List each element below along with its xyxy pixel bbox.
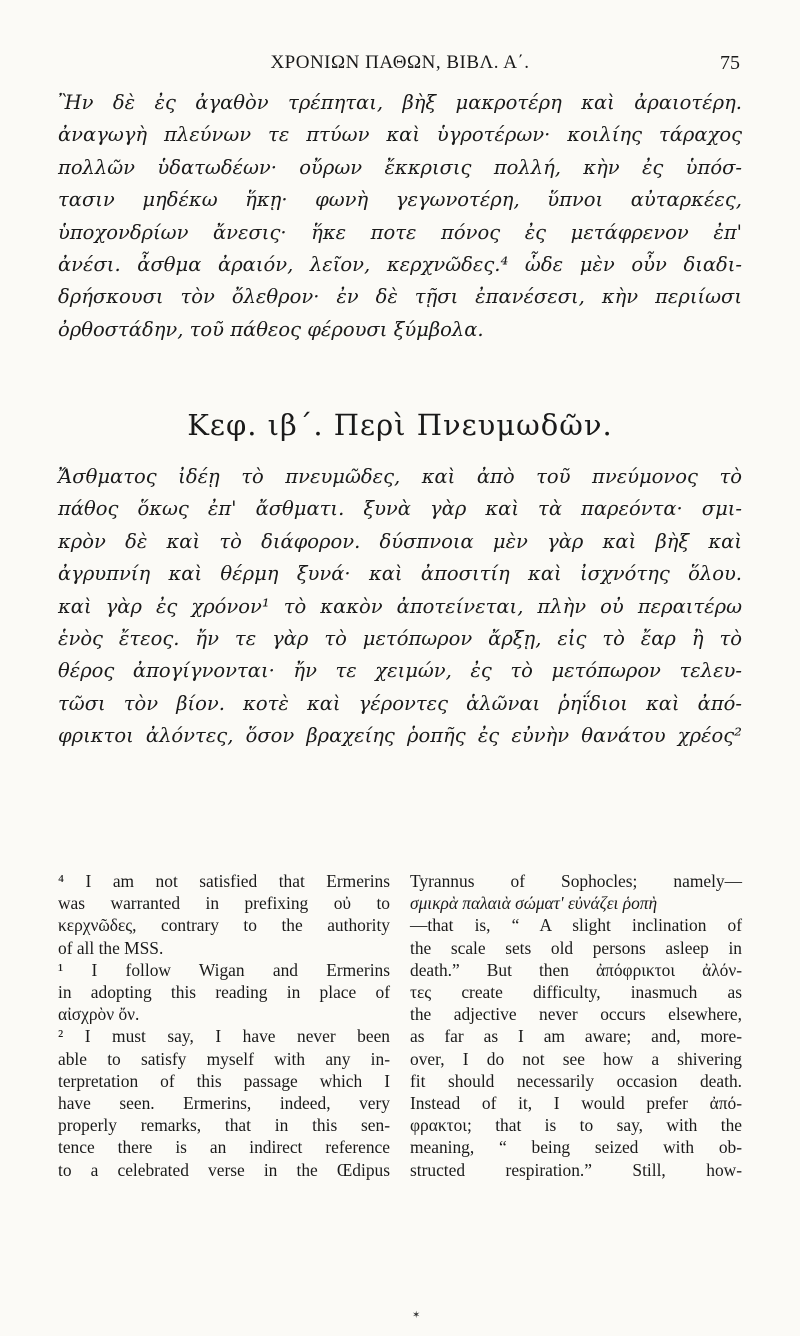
footnote-line: ² I must say, I have never been	[58, 1026, 390, 1047]
page-number: 75	[720, 52, 740, 74]
footnote-line: Instead of it, I would prefer ἀπό-	[410, 1093, 742, 1114]
footnote-line: of all the MSS.	[58, 937, 164, 958]
text-line: τασιν μηδέκω ἥκῃ· φωνὴ γεγωνοτέρη, ὕπνοι αὐταρκέες,	[58, 188, 742, 212]
text-line: κρὸν δὲ καὶ τὸ διάφορον. δύσπνοια μὲν γὰρ καὶ βὴξ καὶ	[58, 529, 742, 553]
text-line: θέρος ἀπογίγνονται· ἤν τε χειμών, ἐς τὸ μετόπωρον τελευ-	[58, 659, 742, 683]
text-line: ἀγρυπνίη καὶ θέρμη ξυνά· καὶ ἀποσιτίη καὶ ἰσχνότης ὅλου.	[58, 562, 742, 586]
text-line: ἑνὸς ἔτεος. ἤν τε γὰρ τὸ μετόπωρον ἄρξῃ, εἰς τὸ ἔαρ ἢ τὸ	[58, 627, 742, 651]
text-line: καὶ γὰρ ἐς χρόνον¹ τὸ κακὸν ἀποτείνεται, πλὴν οὐ περαιτέρω	[58, 594, 742, 618]
footnote-line: tence there is an indirect reference	[58, 1137, 390, 1158]
footnote-line: structed respiration.” Still, how-	[410, 1159, 742, 1180]
page-header	[0, 52, 800, 82]
greek-paragraph-2	[58, 461, 742, 753]
footnote-line: as far as I am aware; and, more-	[410, 1026, 742, 1047]
footnote-line: terpretation of this passage which I	[58, 1070, 390, 1091]
footnote-line: death.” But then ἀπόφρικτοι ἀλόν-	[410, 959, 742, 980]
text-line: ὀρθοστάδην, τοῦ πάθεος φέρουσι ξύμβολα.	[58, 317, 484, 341]
footnote-line: σμικρὰ παλαιὰ σώματ' εὐνάζει ῥοπὴ	[410, 893, 658, 914]
greek-paragraph-1	[58, 87, 742, 346]
chapter-heading: Κεφ. ιβ΄. Περὶ Πνευμωδῶν.	[187, 408, 613, 442]
footnote-line: ⁴ I am not satisfied that Ermerins	[58, 871, 390, 891]
footnotes-left-column	[58, 870, 390, 1181]
footnote-line: κερχνῶδες, contrary to the authority	[58, 915, 390, 936]
footnote-line: able to satisfy myself with any in-	[58, 1048, 390, 1069]
text-line: ὑποχονδρίων ἄνεσις· ἥκε ποτε πόνος ἐς μετάφρενον ἐπ'	[58, 220, 742, 244]
footnote-line: to a celebrated verse in the Œdipus	[58, 1159, 390, 1180]
text-line: τῶσι τὸν βίον. κοτὲ καὶ γέροντες ἁλῶναι ῥηΐδιοι καὶ ἀπό-	[58, 691, 742, 715]
footnote-line: properly remarks, that in this sen-	[58, 1115, 390, 1136]
footnote-line: in adopting this reading in place of	[58, 982, 390, 1003]
text-line: πολλῶν ὑδατωδέων· οὔρων ἔκκρισις πολλή, κὴν ἐς ὑπόσ-	[58, 155, 742, 179]
footnote-line: αἰσχρὸν ὄν.	[58, 1004, 140, 1025]
footnote-line: Tyrannus of Sophocles; namely—	[410, 871, 742, 891]
footnote-line: have seen. Ermerins, indeed, very	[58, 1093, 390, 1114]
footnote-line: fit should necessarily occasion death.	[410, 1070, 742, 1091]
text-line: Ἢν δὲ ἐς ἀγαθὸν τρέπηται, βὴξ μακροτέρη καὶ ἀραιοτέρη.	[58, 91, 742, 114]
text-line: δρήσκουσι τὸν ὄλεθρον· ἐν δὲ τῇσι ἐπανέσεσι, κὴν περιίωσι	[58, 285, 742, 309]
text-line: ἀναγωγὴ πλεύνων τε πτύων καὶ ὑγροτέρων· κοιλίης τάραχος	[58, 123, 742, 147]
footnote-line: meaning, “ being seized with ob-	[410, 1137, 742, 1158]
running-head: ΧΡΟΝΙΩΝ ΠΑΘΩΝ, ΒΙΒΛ. Α΄.	[270, 52, 530, 73]
footnotes-right-column	[410, 870, 742, 1181]
footnote-line: the scale sets old persons asleep in	[410, 937, 742, 958]
footnote-line: φρακτοι; that is to say, with the	[410, 1115, 742, 1136]
footnote-line: τες create difficulty, inasmuch as	[410, 982, 742, 1003]
footnote-line: ¹ I follow Wigan and Ermerins	[58, 959, 390, 980]
footnote-line: the adjective never occurs elsewhere,	[410, 1004, 742, 1025]
printer-mark: ✶	[412, 1310, 421, 1321]
footnote-line: —that is, “ A slight inclination of	[410, 915, 742, 936]
footnote-line: over, I do not see how a shivering	[410, 1048, 742, 1069]
text-line: ἀνέσι. ἆσθμα ἀραιόν, λεῖον, κερχνῶδες.⁴ ὧδε μὲν οὖν διαδι-	[58, 253, 742, 277]
text-line: Ἄσθματος ἰδέῃ τὸ πνευμῶδες, καὶ ἀπὸ τοῦ πνεύμονος τὸ	[58, 465, 742, 488]
text-line: φρικτοι ἀλόντες, ὅσον βραχείης ῥοπῆς ἐς εὐνὴν θανάτου χρέος²	[58, 724, 742, 748]
text-line: πάθος ὅκως ἐπ' ἄσθματι. ξυνὰ γὰρ καὶ τὰ παρεόντα· σμι-	[58, 497, 742, 521]
footnote-line: was warranted in prefixing οὐ to	[58, 893, 390, 914]
